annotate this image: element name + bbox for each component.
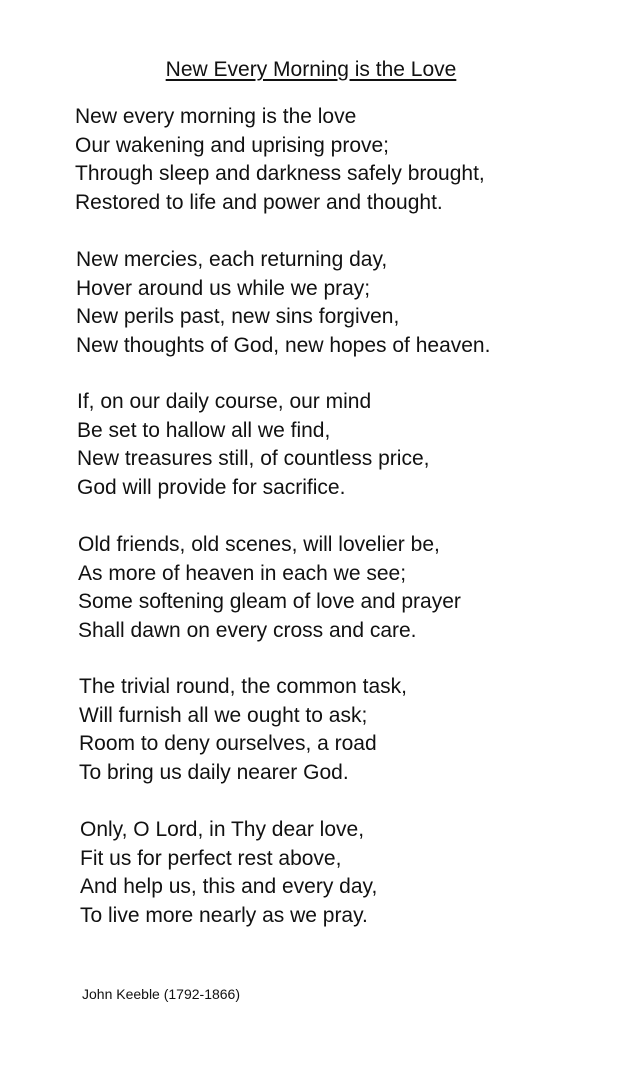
- poem-line: New treasures still, of countless price,: [77, 447, 430, 471]
- poem-line: New mercies, each returning day,: [76, 248, 388, 271]
- poem-line: Will furnish all we ought to ask;: [79, 703, 368, 727]
- stanza-1: [75, 103, 622, 218]
- poem-line: Through sleep and darkness safely brought,: [75, 162, 485, 186]
- poem-line: Only, O Lord, in Thy dear love,: [80, 818, 365, 841]
- poem-line: New thoughts of God, new hopes of heaven.: [76, 334, 491, 358]
- poem-line: Be set to hallow all we find,: [77, 418, 331, 442]
- stanza-2: [76, 246, 622, 361]
- author-credit: John Keeble (1792-1866): [82, 986, 241, 1002]
- poem-line: If, on our daily course, our mind: [77, 390, 372, 413]
- poem-line: Old friends, old scenes, will lovelier be,: [78, 533, 440, 556]
- poem-line: Room to deny ourselves, a road: [79, 732, 377, 756]
- poem-line: Restored to life and power and thought.: [75, 191, 443, 215]
- poem-title: New Every Morning is the Love: [165, 58, 457, 81]
- poem-line: And help us, this and every day,: [80, 875, 378, 899]
- stanza-4: [78, 531, 622, 646]
- stanza-6: [80, 816, 622, 931]
- poem-line: Fit us for perfect rest above,: [80, 846, 342, 870]
- poem-line: Shall dawn on every cross and care.: [78, 619, 417, 643]
- poem-line: As more of heaven in each we see;: [78, 561, 407, 585]
- poem-line: To live more nearly as we pray.: [80, 904, 368, 928]
- poem-line: To bring us daily nearer God.: [79, 761, 349, 785]
- poem-line: Some softening gleam of love and prayer: [78, 590, 461, 614]
- stanza-3: [77, 388, 622, 503]
- poem-line: Our wakening and uprising prove;: [75, 133, 390, 157]
- poem-line: God will provide for sacrifice.: [77, 476, 346, 500]
- poem-line: Hover around us while we pray;: [76, 276, 371, 300]
- stanza-5: [79, 673, 622, 788]
- poem-line: New every morning is the love: [75, 105, 357, 128]
- poem-line: New perils past, new sins forgiven,: [76, 305, 400, 329]
- poem-line: The trivial round, the common task,: [79, 675, 407, 698]
